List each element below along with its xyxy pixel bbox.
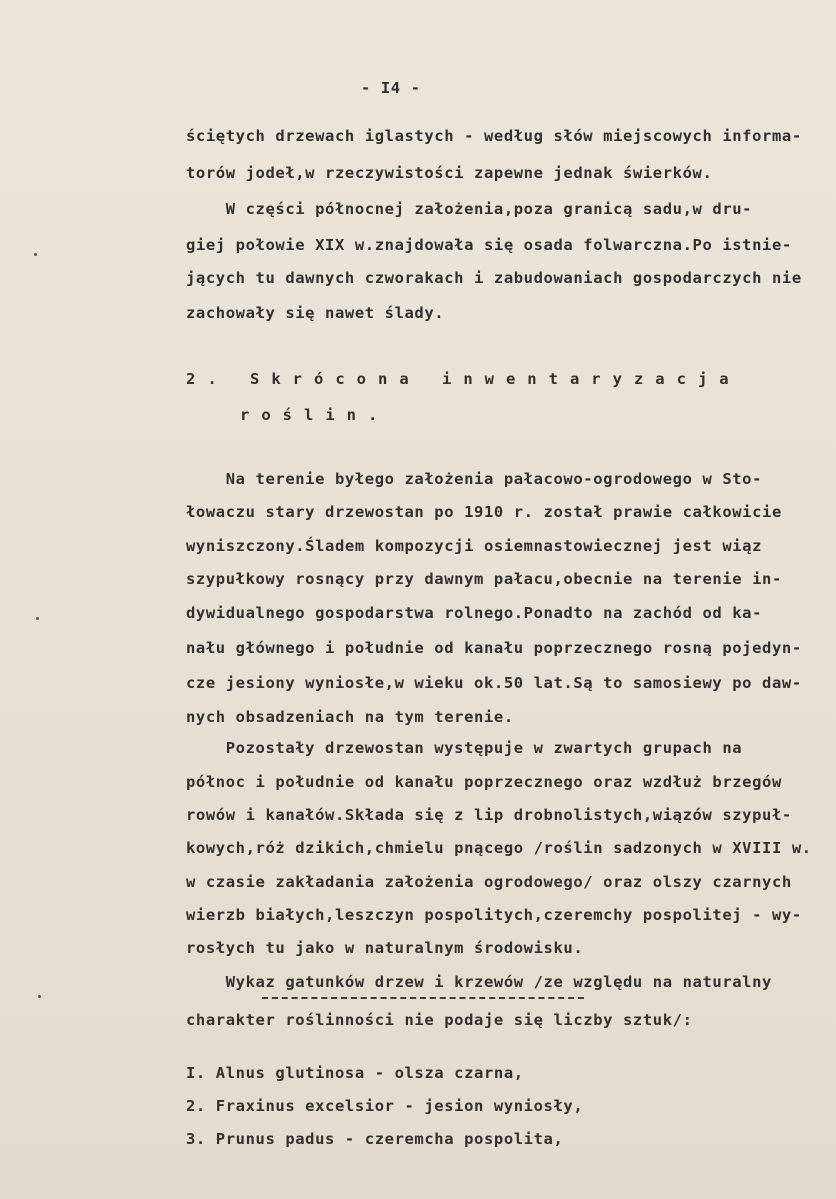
text-line: wyniszczony.Śladem kompozycji osiemnastowiecznej jest wiąz xyxy=(186,537,763,555)
text-line: rowów i kanałów.Składa się z lip drobnolistych,wiązów szypuł- xyxy=(186,806,792,824)
text-line: ściętych drzewach iglastych - według słów miejscowych informa- xyxy=(186,127,802,145)
text-line: Na terenie byłego założenia pałacowo-ogrodowego w Sto- xyxy=(186,470,763,488)
list-item: 3. Prunus padus - czeremcha pospolita, xyxy=(186,1130,564,1148)
text-line: charakter roślinności nie podaje się liczby sztuk/: xyxy=(186,1011,693,1029)
text-line: dywidualnego gospodarstwa rolnego.Ponadto na zachód od ka- xyxy=(186,604,763,622)
page-number: - I4 - xyxy=(361,79,421,97)
text-line: w czasie zakładania założenia ogrodowego/ oraz olszy czarnych xyxy=(186,873,792,891)
text-line: Wykaz gatunków drzew i krzewów /ze względu na naturalny xyxy=(186,973,772,991)
text-line: Pozostały drzewostan występuje w zwartych grupach na xyxy=(186,739,743,757)
margin-mark xyxy=(38,995,41,998)
text-line: torów jodeł,w rzeczywistości zapewne jednak świerków. xyxy=(186,164,713,182)
section-heading: 2. Skrócona inwentaryzacja xyxy=(186,370,741,388)
text-line: północ i południe od kanału poprzecznego oraz wzdłuż brzegów xyxy=(186,773,782,791)
text-line: szypułkowy rosnący przy dawnym pałacu,obecnie na terenie in- xyxy=(186,570,782,588)
text-line: jących tu dawnych czworakach i zabudowaniach gospodarczych nie xyxy=(186,269,802,287)
margin-mark xyxy=(34,253,37,256)
text-line: nych obsadzeniach na tym terenie. xyxy=(186,708,514,726)
section-heading-continued: roślin. xyxy=(240,406,390,424)
text-line: zachowały się nawet ślady. xyxy=(186,304,445,322)
underline xyxy=(262,997,584,999)
text-line: giej połowie XIX w.znajdowała się osada folwarczna.Po istnie- xyxy=(186,236,792,254)
text-line: łowaczu stary drzewostan po 1910 r. został prawie całkowicie xyxy=(186,503,782,521)
text-line: cze jesiony wyniosłe,w wieku ok.50 lat.Są to samosiewy po daw- xyxy=(186,674,802,692)
text-line: rosłych tu jako w naturalnym środowisku. xyxy=(186,939,584,957)
text-line: W części północnej założenia,poza granicą sadu,w dru- xyxy=(186,200,753,218)
list-item: 2. Fraxinus excelsior - jesion wyniosły, xyxy=(186,1097,584,1115)
text-line: wierzb białych,leszczyn pospolitych,czeremchy pospolitej - wy- xyxy=(186,906,802,924)
margin-mark xyxy=(36,617,39,620)
text-line: kowych,róż dzikich,chmielu pnącego /roślin sadzonych w XVIII w. xyxy=(186,839,812,857)
text-line: nału głównego i południe od kanału poprzecznego rosną pojedyn- xyxy=(186,639,802,657)
list-item: I. Alnus glutinosa - olsza czarna, xyxy=(186,1064,524,1082)
